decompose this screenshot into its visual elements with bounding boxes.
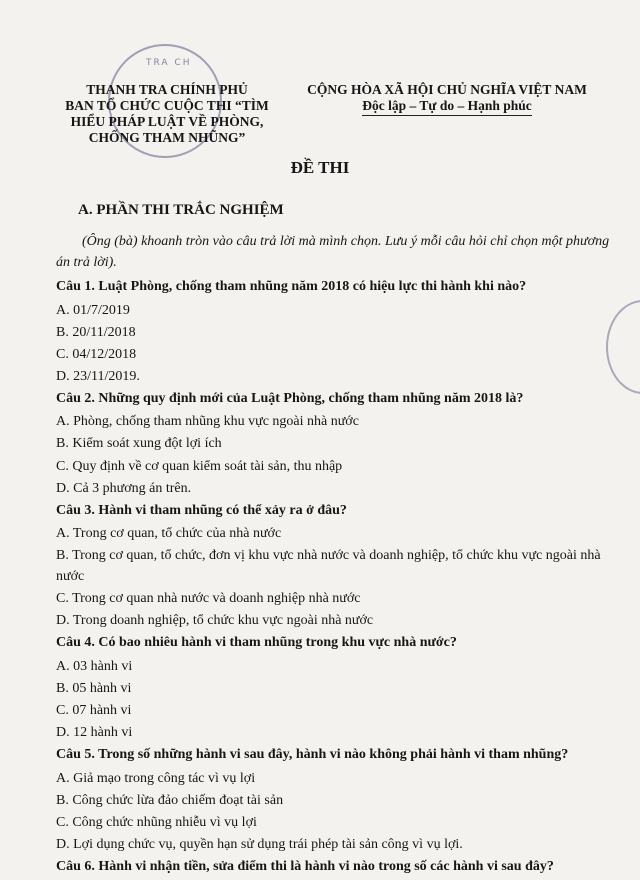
answer-option[interactable]: D. Trong doanh nghiệp, tổ chức khu vực ngoài nhà nước <box>56 613 374 629</box>
answer-option[interactable]: A. 03 hành vi <box>56 658 133 674</box>
answer-option[interactable]: C. 04/12/2018 <box>56 346 137 362</box>
agency-line-2: BAN TỔ CHỨC CUỘC THI “TÌM <box>65 98 269 113</box>
question-3: Câu 3. Hành vi tham nhũng có thể xảy ra ở đâu? <box>56 502 347 518</box>
answer-option[interactable]: A. Phòng, chống tham nhũng khu vực ngoài nhà nước <box>56 414 359 430</box>
answer-option[interactable]: C. 07 hành vi <box>56 702 132 718</box>
section-heading: A. PHẦN THI TRẮC NGHIỆM <box>78 202 284 218</box>
answer-option[interactable]: A. Trong cơ quan, tổ chức của nhà nước <box>56 526 282 542</box>
agency-line-4: CHỐNG THAM NHŨNG” <box>88 130 246 145</box>
answer-option[interactable]: B. Công chức lừa đảo chiếm đoạt tài sản <box>56 792 284 808</box>
question-2: Câu 2. Những quy định mới của Luật Phòng, chống tham nhũng năm 2018 là? <box>56 390 524 406</box>
answer-option[interactable]: B. 20/11/2018 <box>56 324 136 340</box>
answer-option[interactable]: A. 01/7/2019 <box>56 302 130 318</box>
answer-option[interactable]: C. Quy định về cơ quan kiểm soát tài sản, thu nhập <box>56 458 343 474</box>
national-motto <box>282 82 612 116</box>
answer-option[interactable]: D. Cả 3 phương án trên. <box>56 480 192 496</box>
answer-option[interactable]: D. 12 hành vi <box>56 724 133 740</box>
question-1: Câu 1. Luật Phòng, chống tham nhũng năm 2018 có hiệu lực thi hành khi nào? <box>56 279 527 294</box>
answer-option[interactable]: C. Công chức nhũng nhiễu vì vụ lợi <box>56 814 257 830</box>
question-list <box>56 232 612 880</box>
answer-option[interactable]: B. 05 hành vi <box>56 680 132 696</box>
answer-option[interactable]: C. Trong cơ quan nhà nước và doanh nghiệp nhà nước <box>56 590 361 606</box>
question-5: Câu 5. Trong số những hành vi sau đây, hành vi nào không phải hành vi tham nhũng? <box>56 747 569 762</box>
stamp-text: TRA CH <box>146 58 192 68</box>
answer-option[interactable]: B. Trong cơ quan, tổ chức, đơn vị khu vực nhà nước và doanh nghiệp, tổ chức khu vực ngoài nhà nước <box>56 548 601 584</box>
answer-option[interactable]: B. Kiểm soát xung đột lợi ích <box>56 436 222 452</box>
issuing-agency <box>42 82 292 146</box>
answer-option[interactable]: D. 23/11/2019. <box>56 368 140 384</box>
agency-line-1: THANH TRA CHÍNH PHỦ <box>86 82 248 97</box>
answer-option[interactable]: A. Giả mạo trong công tác vì vụ lợi <box>56 770 256 786</box>
agency-line-3: HIỂU PHÁP LUẬT VỀ PHÒNG, <box>70 114 264 129</box>
question-4: Câu 4. Có bao nhiêu hành vi tham nhũng trong khu vực nhà nước? <box>56 635 457 651</box>
page-title: ĐỀ THI <box>290 158 350 177</box>
answer-option[interactable]: D. Lợi dụng chức vụ, quyền hạn sử dụng trái phép tài sản công vì vụ lợi. <box>56 836 463 852</box>
question-6: Câu 6. Hành vi nhận tiền, sửa điểm thi là hành vi nào trong số các hành vi sau đây? <box>56 858 554 874</box>
instructions: (Ông (bà) khoanh tròn vào câu trả lời mà mình chọn. Lưu ý mỗi câu hỏi chỉ chọn một phương án trả lời). <box>56 234 610 270</box>
country-name: CỘNG HÒA XÃ HỘI CHỦ NGHĨA VIỆT NAM <box>307 82 587 97</box>
motto: Độc lập – Tự do – Hạnh phúc <box>362 98 532 116</box>
questions-container <box>56 277 612 877</box>
